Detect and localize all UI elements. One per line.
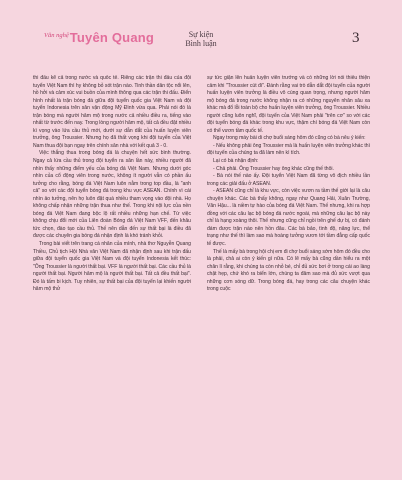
paragraph: - Nếu không phải ông Troussier mà là huấn luyện viên trưởng khác thì đội tuyển của chúng ta đã làm nên kì tích. <box>207 142 370 157</box>
paragraph: - Chả phải. Ông Troussier hay ông khác cũng thế thôi. <box>213 165 334 172</box>
paragraph: Việc thắng thua trong bóng đá là chuyện hết sức bình thường. Ngay cả lứa cầu thủ trong đội tuyển ra sân lần này, nhiều người đã nhìn thấy những điểm yếu của bóng đá Việt Nam. Nhưng dưới góc nhìn của cổ động viên trong nước, không ít người vẫn có phần ấu tưởng cho rằng, bóng đá Việt Nam luôn nằm trong top đầu, là "anh cả" so với các đội tuyển bóng đá trong khu vực ASEAN. Chính vì cái nhìn ảo tưởng, nên họ luôn đặt quá nhiều tham vọng vào đội nhà. Họ không chấp nhận những trận thua như thế. Trong khi nội lực của nền bóng đá Việt Nam đang bộc lộ rất nhiều những hạn chế. Từ việc không chịu đổi mới của Liên đoàn Bóng đá Việt Nam VFF, đến khâu tức chọn, đào tạo cầu thủ. Thế nên dẫn đến sự thất bại là điều đã được các chuyên gia bóng đá nhận định là khó tránh khỏi. <box>33 150 191 240</box>
magazine-logo <box>44 30 154 45</box>
paragraph: - Bà nói thế nào ấy. Đội tuyển Việt Nam đã từng vô địch nhiều lần trong các giải đấu ở ASEAN. <box>207 173 370 187</box>
section-title-line1: Sự kiện <box>188 30 214 39</box>
paragraph: Trong bài viết trên trang cá nhân của mình, nhà thơ Nguyễn Quang Thiều, Chủ tịch Hội Nhà văn Việt Nam đã nhận định sau khi trận đấu giữa đội tuyển quốc gia Việt Nam và đội tuyển Indonesia kết thúc: "Ông Troussier là người thất bại. VFF là người thất bại. Các cầu thủ là người thất bại. Người hâm mộ là người thất bại. Tất cả đều thất bại". Đó là tấm bi kịch. Tuy nhiên, sự thất bại của đội tuyển lại khiến người hâm mộ thử <box>33 241 191 293</box>
logo-small-text: Văn nghệ <box>44 32 69 39</box>
logo-main-text: Tuyên Quang <box>69 30 155 45</box>
section-title-line2: Bình luận <box>185 39 217 48</box>
paragraph: thi đấu kể cả trong nước và quốc tế. Riêng các trận thi đấu của đội tuyển Việt Nam thì hy không bỏ sót trận nào. Tinh thần dân tộc nổi lên, hồ hởi và cảm xúc vui buồn của mình thông qua các trận thi đấu. Điển hình nhất là trận bóng đá giữa đội tuyển quốc gia Việt Nam và đội tuyển Indonesia trên sân vận động Mỹ Đình vừa qua. Phải nói đó là trận bóng mà người hâm mộ trong nước cả nhiều điều ra, tiếng vào nhất từ trước đến nay. Trong lòng người hâm mộ, tất cả đều đặt nhiều kì vọng vào lứa cầu thủ mới, dưới sự dẫn dắt của huấn luyện viên trưởng, ông Troussier. Nhưng họ đã thất vọng khi đội tuyển của Việt Nam thua đội bạn ngay trên chính sân nhà với kết quả 3 - 0. <box>33 75 191 149</box>
paragraph: Thế là mấy bà trong hội chị em đi chợ buổi sáng sớm hôm đó đều cho là phải, chả ai còn ý kiến gì nữa. Có lẽ mấy bà cũng dần hiểu ra một chân lí rằng, khi chúng ta còn nhỏ bé, chỉ đủ sức bơi ở trong cái ao làng chật hẹp, chứ khó ra biển lớn, chúng ta đâm sao mà đủ sức vượt qua những cơn sóng dữ. Trong bóng đá, hay trong các câu chuyện khác trong cuộc <box>207 248 370 293</box>
paragraph: Lại có bà nhận định: <box>213 158 259 165</box>
page-number: 3 <box>352 30 360 46</box>
page-header <box>0 0 402 64</box>
paragraph: sự tức giận lên huấn luyện viên trưởng và có những lời nói thiếu thiện cảm khi "Troussier cút đi". Đánh rằng vai trò dẫn dắt đội tuyển của người huấn luyện viên trưởng là điều vô cùng quan trọng, nhưng người hâm mộ bóng đá trong nước không nhận ra có những nguyên nhân sâu xa khác mà đổ lỗi toàn bộ cho huấn luyện viên trưởng, ông Troussier. Nhiều người cũng luôn nghĩ, đội tuyển của Việt Nam phải "trên cơ" so với các đội tuyển bóng đá khác trong khu vực, thậm chí bóng đá Việt Nam còn có thể vươn tầm quốc tế. <box>207 75 370 134</box>
section-title <box>166 30 236 48</box>
right-column <box>207 75 370 470</box>
paragraph: Ngay trong máy bài di chợ buổi sáng hôm đó cũng có bà nêu ý kiến: <box>213 135 366 142</box>
left-column <box>33 75 191 470</box>
paragraph: - ASEAN cũng chỉ là khu vực, còn việc vươn ra tầm thế giới lại là câu chuyện khác. Các bà thấy không, ngay như Quang Hải, Xuân Trường, Văn Hậu... là niềm tự hào của bóng đá Việt Nam. Thế nhưng, khi ra hợp đồng với các câu lạc bộ bóng đá nước ngoài, mà những câu lạc bộ này chỉ là hạng xoàng thôi. Thế nhưng cũng chỉ ngồi trên ghế dự bị, có đánh đám được trận nào nên hồn đâu. Các bà bảo, tình độ, năng lực, thể trạng như thế thì làm sao mà hoàng tưởng vươn tới tầm đẳng cấp quốc tế được. <box>207 188 370 248</box>
